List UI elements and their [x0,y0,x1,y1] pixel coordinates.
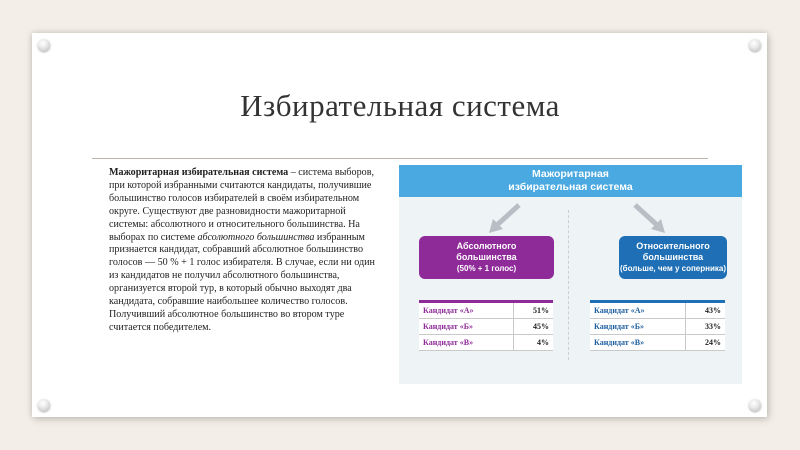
relative-line-3: (больше, чем у соперника) [619,264,727,273]
table-row [590,302,725,319]
table-row [590,335,725,351]
pin-icon [749,39,761,51]
diagram-header [399,165,742,197]
absolute-line-3: (50% + 1 голос) [456,264,517,273]
candidate-value: 4% [514,335,553,351]
relative-line-2: большинства [642,252,704,262]
table-row [419,302,553,319]
relative-line-1: Относительного [636,241,710,251]
pin-icon [38,39,50,51]
candidate-value: 45% [514,319,553,335]
arrow-right-icon [627,203,667,235]
table-row [590,319,725,335]
candidate-value: 51% [514,302,553,319]
absolute-majority-box [419,236,554,279]
body-paragraph [109,167,385,335]
pin-icon [749,399,761,411]
text-part-2: избранным признается кандидат, собравший абсолютное большинство голосов — 50 % + 1 голос избирателя. В случае, если ни один из кандидатов не получил абсолютного большинства, организуется второй тур, в который обычно выходят два кандидата, собравшие наибольшее количество голосов. Получивший абсолютное большинство во втором туре считается победителем. [109,231,375,333]
absolute-line-2: большинства [456,252,517,262]
text-part-1: – система выборов, при которой избранными считаются кандидаты, получившие большинство голосов избирателей в своём избирательном округе. Существуют две разновидности мажоритарной системы: абсолютного и относительного большинства. На выборах по системе [109,167,374,243]
absolute-line-1: Абсолютного [456,241,517,251]
table-row [419,319,553,335]
candidate-value: 43% [685,302,725,319]
candidate-name: Кандидат «Б» [419,319,514,335]
relative-majority-box [619,236,727,279]
candidate-value: 33% [685,319,725,335]
candidate-name: Кандидат «А» [419,302,514,319]
candidate-name: Кандидат «В» [419,335,514,351]
title-divider [92,158,708,159]
candidate-name: Кандидат «Б» [590,319,685,335]
relative-results-table [590,300,725,351]
absolute-results-table [419,300,553,351]
column-divider [568,210,569,360]
table-row [419,335,553,351]
arrow-left-icon [487,203,527,235]
candidate-name: Кандидат «А» [590,302,685,319]
header-line-2: избирательная система [508,181,633,193]
majoritarian-diagram [399,165,742,384]
candidate-name: Кандидат «В» [590,335,685,351]
term: Мажоритарная избирательная система [109,167,289,178]
italic-term: абсолютного большинства [197,231,315,243]
candidate-value: 24% [685,335,725,351]
slide-title: Избирательная система [240,88,560,123]
header-line-1: Мажоритарная [532,168,609,180]
pin-icon [38,399,50,411]
